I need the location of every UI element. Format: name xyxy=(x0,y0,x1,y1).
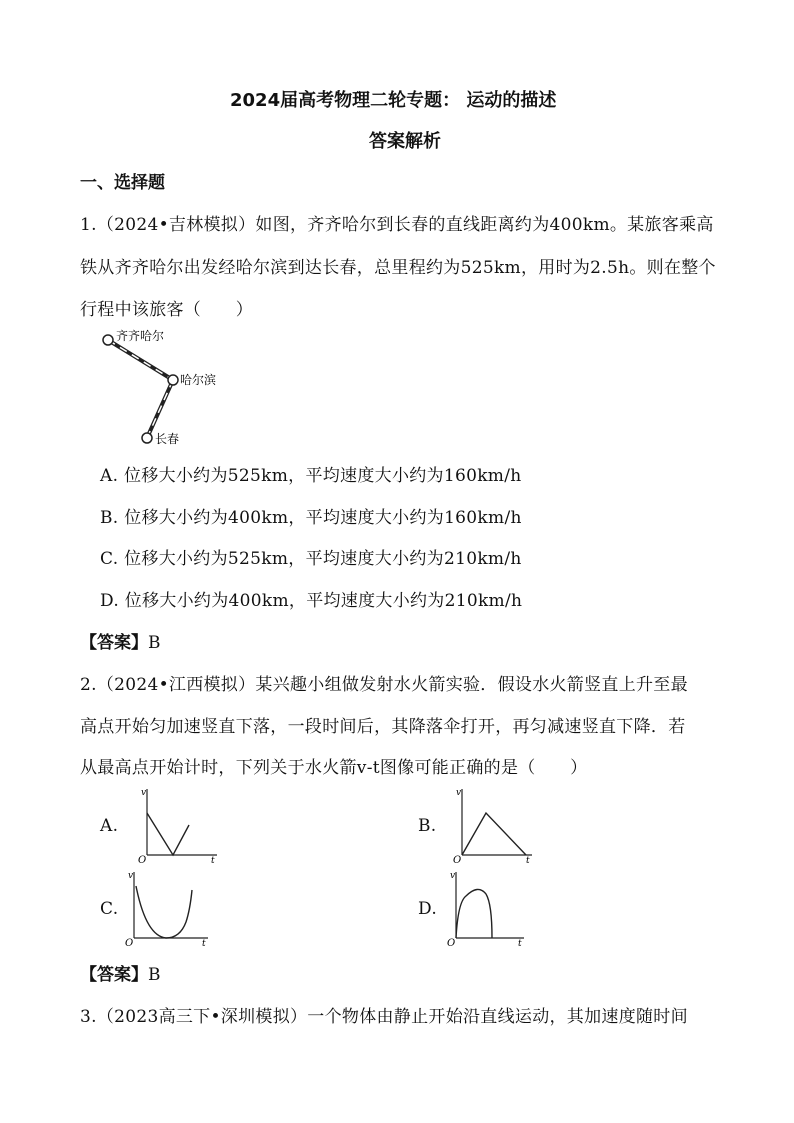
q1-answer-label: 【答案】 xyxy=(80,633,148,653)
city-marker-qiqihar xyxy=(103,335,113,345)
graph-b-curve xyxy=(462,813,526,855)
q2-graph-a xyxy=(135,785,225,865)
q2-option-b-label: B. xyxy=(418,816,437,836)
v-axis-label: v xyxy=(141,788,147,798)
q2-option-d-label: D. xyxy=(418,899,438,919)
q2-option-c-label: C. xyxy=(100,899,119,919)
q2-graph-c xyxy=(122,868,222,948)
q2-graph-b xyxy=(452,785,542,865)
graph-a-curve xyxy=(147,813,189,855)
q2-text-line1: 2.（2024•江西模拟）某兴趣小组做发射水火箭实验．假设水火箭竖直上升至最 xyxy=(80,675,688,695)
q1-answer xyxy=(80,628,161,653)
q3-text-line1: 3.（2023高三下•深圳模拟）一个物体由静止开始沿直线运动，其加速度随时间 xyxy=(80,1007,688,1027)
q1-text-line1: 1.（2024•吉林模拟）如图，齐齐哈尔到长春的直线距离约为400km。某旅客乘高 xyxy=(80,215,714,235)
rail-line-1 xyxy=(108,340,173,380)
origin-label: O xyxy=(138,855,147,865)
q1-text-line2: 铁从齐齐哈尔出发经哈尔滨到达长春，总里程约为525km，用时为2.5h。则在整个 xyxy=(80,258,716,278)
page-subtitle: 答案解析 xyxy=(369,131,441,152)
q1-option-b: B. 位移大小约为400km，平均速度大小约为160km/h xyxy=(100,508,522,528)
v-axis-label: v xyxy=(456,788,462,798)
page-title: 2024届高考物理二轮专题： 运动的描述 xyxy=(230,90,557,111)
city-label-harbin: 哈尔滨 xyxy=(180,373,217,387)
graph-d-curve xyxy=(456,889,492,938)
q2-answer-value: B xyxy=(148,965,161,985)
q1-option-a: A. 位移大小约为525km，平均速度大小约为160km/h xyxy=(100,466,522,486)
v-axis-label: v xyxy=(128,871,134,881)
q2-option-a-label: A. xyxy=(100,816,119,836)
q2-answer xyxy=(80,960,161,985)
q2-text-line2: 高点开始匀加速竖直下落，一段时间后，其降落伞打开，再匀减速竖直下降．若 xyxy=(80,717,686,737)
t-axis-label: t xyxy=(202,939,206,948)
q2-graph-d xyxy=(444,868,534,948)
city-label-changchun: 长春 xyxy=(155,432,180,446)
t-axis-label: t xyxy=(518,939,522,948)
v-axis-label: v xyxy=(450,871,456,881)
origin-label: O xyxy=(125,938,134,948)
q1-option-c: C. 位移大小约为525km，平均速度大小约为210km/h xyxy=(100,549,522,569)
q2-answer-label: 【答案】 xyxy=(80,965,148,985)
city-label-qiqihar: 齐齐哈尔 xyxy=(116,329,165,343)
origin-label: O xyxy=(453,855,462,865)
rail-map-figure xyxy=(95,325,235,450)
q1-option-d: D. 位移大小约为400km，平均速度大小约为210km/h xyxy=(100,591,523,611)
section-heading: 一、选择题 xyxy=(80,173,165,193)
q1-text-line3: 行程中该旅客（ ） xyxy=(80,300,253,320)
t-axis-label: t xyxy=(211,856,215,865)
t-axis-label: t xyxy=(526,856,530,865)
graph-c-curve xyxy=(136,886,192,938)
city-marker-harbin xyxy=(168,375,178,385)
q1-answer-value: B xyxy=(148,633,161,653)
q2-text-line3: 从最高点开始计时，下列关于水火箭v-t图像可能正确的是（ ） xyxy=(80,758,588,778)
origin-label: O xyxy=(447,938,456,948)
city-marker-changchun xyxy=(142,433,152,443)
